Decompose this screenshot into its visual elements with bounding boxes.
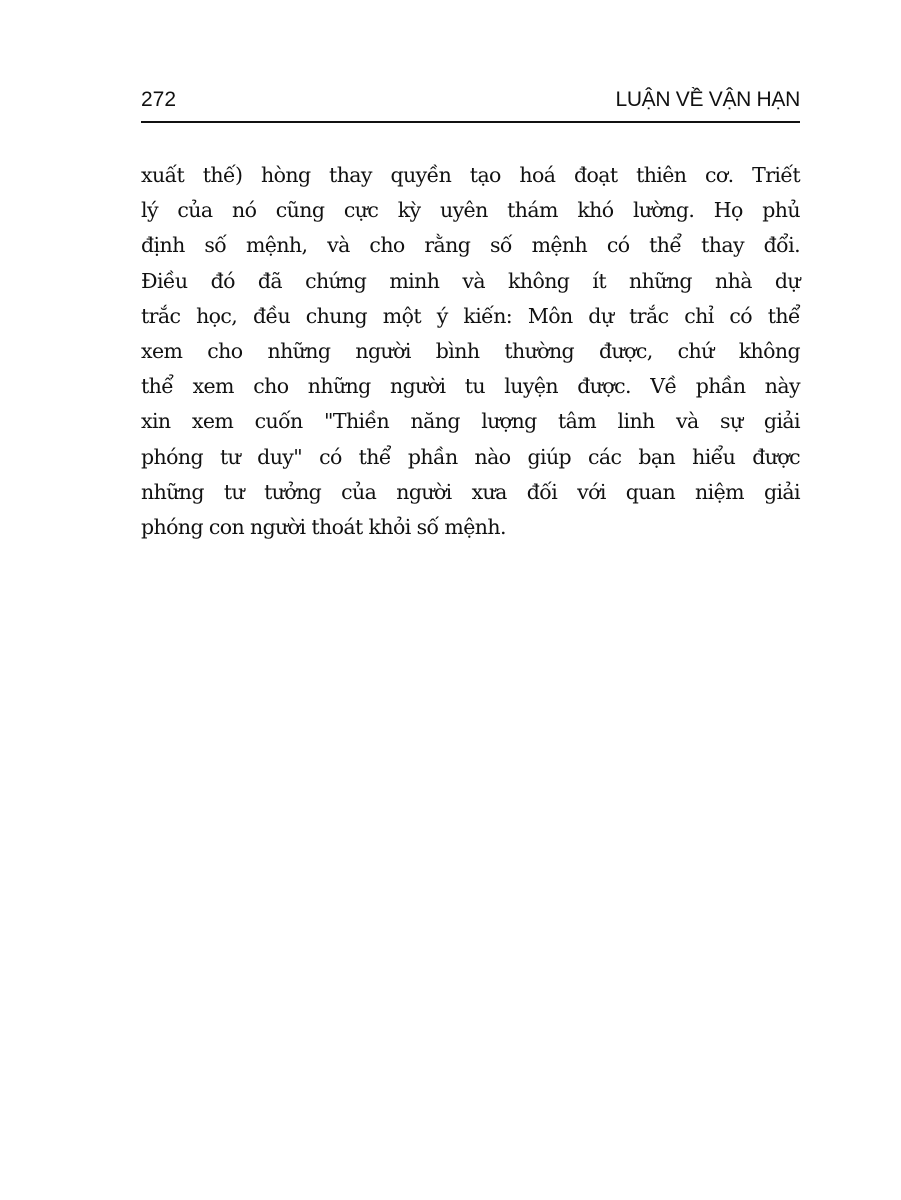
text-line: thể xem cho những người tu luyện được. Về phần này	[141, 374, 800, 399]
text-line: lý của nó cũng cực kỳ uyên thám khó lường. Họ phủ	[141, 198, 800, 223]
text-line: những tư tưởng của người xưa đối với quan niệm giải	[141, 479, 800, 504]
text-line: định số mệnh, và cho rằng số mệnh có thể thay đổi.	[141, 233, 800, 258]
text-line: phóng con người thoát khỏi số mệnh.	[141, 514, 506, 539]
text-line: Điều đó đã chứng minh và không ít những nhà dự	[141, 268, 800, 293]
text-line: trắc học, đều chung một ý kiến: Môn dự trắc chỉ có thể	[141, 303, 800, 328]
text-line: xuất thế) hòng thay quyền tạo hoá đoạt thiên cơ. Triết	[141, 163, 800, 187]
text-line: xin xem cuốn "Thiền năng lượng tâm linh và sự giải	[141, 409, 800, 434]
page-number: 272	[141, 88, 177, 111]
text-line: phóng tư duy" có thể phần nào giúp các bạn hiểu được	[141, 444, 800, 469]
running-title: LUẬN VỀ VẬN HẠN	[615, 88, 800, 111]
text-line: xem cho những người bình thường được, chứ không	[141, 338, 800, 363]
header-rule	[141, 121, 800, 123]
page-header	[141, 88, 800, 118]
body-text	[141, 158, 800, 545]
